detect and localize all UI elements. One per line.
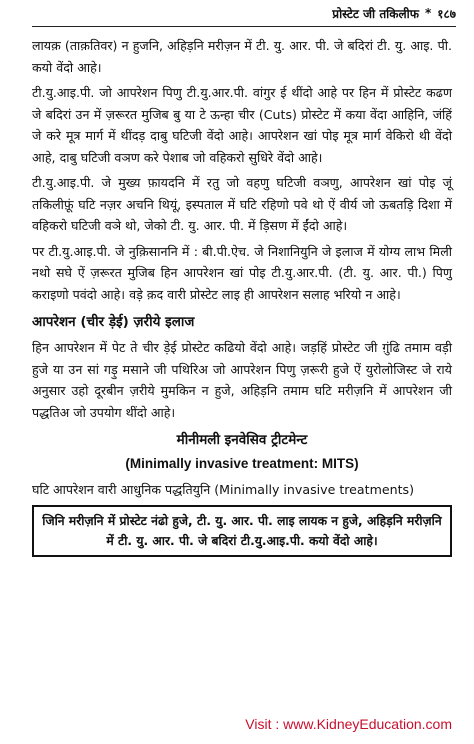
paragraph-1: लायक़ (ताक़तिवर) न हुजनि, अहिड़नि मरीज़न में टी. यु. आर. पी. जे बदिरां टी. यु. आइ. पी. कयो वेंदो आहे। <box>32 38 452 75</box>
running-header <box>32 0 456 26</box>
section-heading-open-surgery: आपरेशन (चीर ड़ेई) ज़रीये इलाज <box>32 314 195 330</box>
subheading-mits-sindhi: मीनीमली इनवेसिव ट्रीटमेन्ट <box>176 432 308 448</box>
page-number: १८७ <box>437 6 456 21</box>
header-title: प्रोस्टेट जी तकिलीफ <box>332 6 419 21</box>
paragraph-4: पर टी.यु.आइ.पी. जे नुक़िसाननि में : बी.पी.ऐच. जे निशानियुनि जे इलाज में योग्य लाभ मिली नथो सघे ऐं ज़रूरत मुजिब हिन आपरेशन खां पोइ टी.यु.आर.पी. (टी. यु. आर. पी.) पिणु कराइणो पवंदो आहे। वड़े क़द वारी प्रोस्टेट लाइ ही आपरेशन सलाह भरियो न आहे। <box>32 243 452 302</box>
header-divider <box>32 26 456 27</box>
paragraph-3: टी.यु.आइ.पी. जे मुख्य फ़ायदनि में रतु जो वहणु घटिजी वञणु, आपरेशन खां पोइ जूं तकिलीफ़ूं घटि नज़र अचनि थियूं, इस्पताल में घटि रहिणो पवे थो ऐं वीर्य जो ऊबतड़ि दिशा में वहिकरो घटिजी वञे थो, जेको टी. यु. आर. पी. में ड़िसण में ईंदो आहे। <box>32 175 452 233</box>
summary-box: जिनि मरीज़नि में प्रोस्टेट नंढो हुजे, टी. यु. आर. पी. लाइ लायक न हुजे, अहिड़नि मरीज़नि में टी. यु. आर. पी. जे बदिरां टी.यु.आइ.पी. कयो वेंदो आहे। <box>32 505 452 557</box>
subheading-mits-english: (Minimally invasive treatment: MITS) <box>125 456 359 471</box>
header-separator: * <box>424 6 432 20</box>
paragraph-mits: घटि आपरेशन वारी आधुनिक पद्धतियुनि (Minimally invasive treatments) <box>32 482 414 497</box>
paragraph-2: टी.यु.आइ.पी. जो आपरेशन पिणु टी.यु.आर.पी. वांगुर ई थींदो आहे पर हिन में प्रोस्टेट कढण जे बदिरां उन में ज़रूरत मुजिब बु या टे ऊन्हा चीर (Cuts) प्रोस्टेट में कया वेंदा आहिनि, जंहिं जे करे मूत्र मार्ग में थींदड़ दाबु घटिजी वेंदो आहे। आपरेशन खां पोइ मूत्र मार्ग वेकिरो थी वेंदो आहे, दाबु घटिजी वञण करे पेशाब जो वहिकरो सुधिरे वेंदो आहे। <box>32 85 452 165</box>
paragraph-open-surgery: हिन आपरेशन में पेट ते चीर ड़ेई प्रोस्टेट कढियो वेंदो आहे। जड़हिं प्रोस्टेट जी ग़ुंढि तमाम वड़ी हुजे या उन सां गड़ु मसाने जी पथिरिअ जो आपरेशन पिणु ज़रूरी हुजे ऐं युरोलोजिस्ट जे राये अनुसार उहो दूरबीन ज़रीये मुमकिन न हुजे, अहिड़नि तमाम घटि मरीज़नि में आपरेशन जी पद्धतिअ जो उपयोग थींदो आहे। <box>32 340 452 420</box>
footer-website-link[interactable]: Visit : www.KidneyEducation.com <box>245 716 452 732</box>
